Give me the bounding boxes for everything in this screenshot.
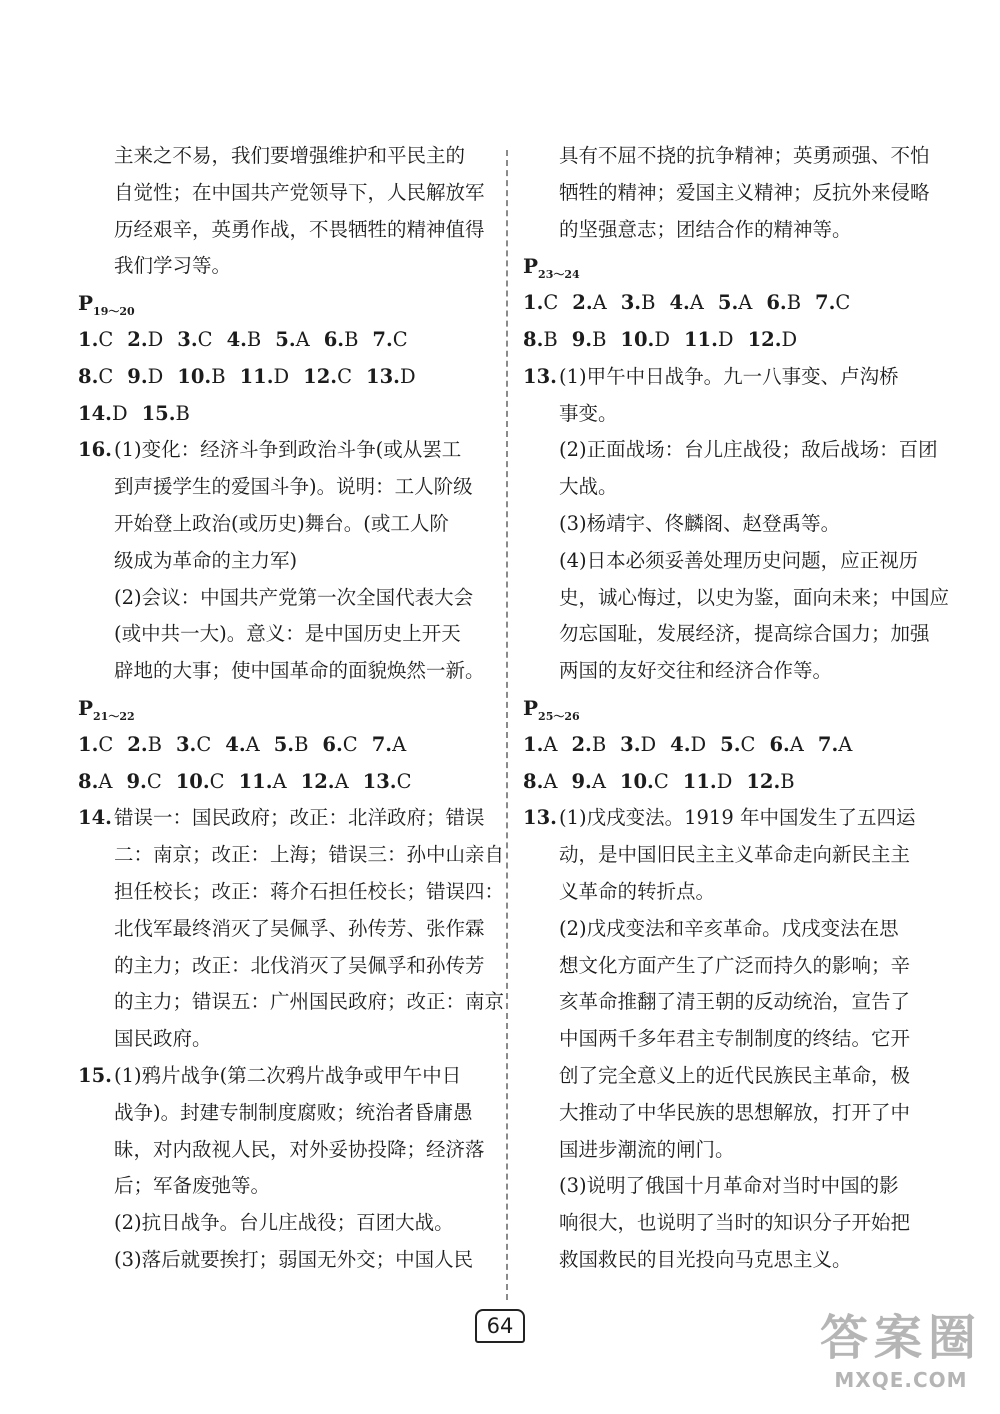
text-line: 战争)。封建专制制度腐败；统治者昏庸愚	[114, 1100, 473, 1124]
mc-answers-row: 1.C 2.B 3.C 4.A 5.B 6.C 7.A	[78, 732, 407, 756]
question-number: 14.	[78, 806, 112, 830]
text-line: 历经艰辛，英勇作战，不畏牺牲的精神值得	[114, 217, 485, 241]
text-line: 自觉性；在中国共产党领导下，人民解放军	[114, 180, 485, 204]
text-line: 的坚强意志；团结合作的精神等。	[559, 217, 852, 241]
text-line: (3)落后就要挨打；弱国无外交；中国人民	[114, 1247, 474, 1271]
text-line: 辟地的大事；使中国革命的面貌焕然一新。	[114, 659, 485, 683]
text-line: 救国救民的目光投向马克思主义。	[559, 1247, 852, 1271]
text-line: 义革命的转折点。	[559, 879, 716, 903]
text-line: 我们学习等。	[114, 254, 232, 278]
text-line: 响很大，也说明了当时的知识分子开始把	[559, 1211, 911, 1235]
text-line: 国进步潮流的闸门。	[559, 1137, 735, 1161]
text-line: (2)戊戌变法和辛亥革命。戊戌变法在思	[559, 916, 899, 940]
text-line: 错误一：国民政府；改正：北洋政府；错误	[114, 806, 485, 830]
question-13-a	[523, 359, 968, 690]
text-line: 中国两千多年君主专制制度的终结。它开	[559, 1027, 911, 1051]
text-line: 主来之不易，我们要增强维护和平民主的	[114, 144, 466, 167]
mc-answers-row: 8.B 9.B 10.D 11.D 12.D	[523, 327, 798, 351]
question-number: 15.	[78, 1063, 112, 1087]
page-number: 64	[475, 1307, 525, 1345]
text-line: 事变。	[559, 401, 618, 425]
text-line: 国民政府。	[114, 1027, 212, 1051]
left-column	[78, 138, 523, 1279]
text-line: (1)鸦片战争(第二次鸦片战争或甲午中日	[114, 1063, 462, 1087]
text-line: (1)戊戌变法。1919 年中国发生了五四运	[559, 806, 916, 830]
text-line: (4)日本必须妥善处理历史问题，应正视历	[559, 548, 919, 572]
mc-answers-row: 14.D 15.B	[78, 401, 190, 425]
section-heading: $P_{23\sim 24}$	[523, 254, 580, 282]
watermark-logo: 答案圈 MXQE.COM	[819, 1310, 982, 1392]
question-14	[78, 800, 523, 1058]
text-line: 史，诚心悔过，以史为鉴，面向未来；中国应	[559, 585, 950, 609]
section-heading: $P_{19\sim 20}$	[78, 291, 135, 319]
text-line: 到声援学生的爱国斗争)。说明：工人阶级	[114, 475, 473, 499]
mc-answers-row: 1.A 2.B 3.D 4.D 5.C 6.A 7.A	[523, 732, 853, 756]
section-heading: $P_{21\sim 22}$	[78, 695, 135, 723]
text-line: 亥革命推翻了清王朝的反动统治，宣告了	[559, 990, 911, 1014]
text-line: 具有不屈不挠的抗争精神；英勇顽强、不怕	[559, 144, 930, 167]
question-number: 13.	[523, 806, 557, 830]
text-line: 北伐军最终消灭了吴佩孚、孙传芳、张作霖	[114, 916, 485, 940]
text-line: (2)抗日战争。台儿庄战役；百团大战。	[114, 1211, 454, 1235]
text-line: 动，是中国旧民主主义革命走向新民主主	[559, 843, 911, 867]
text-line: 大战。	[559, 475, 618, 499]
question-16	[78, 432, 523, 690]
text-line: (3)杨靖宇、佟麟阁、赵登禹等。	[559, 511, 841, 535]
text-line: 二：南京；改正：上海；错误三：孙中山亲自	[114, 843, 505, 867]
text-line: 后；军备废弛等。	[114, 1174, 271, 1198]
text-line: 大推动了中华民族的思想解放，打开了中	[559, 1100, 911, 1124]
text-line: 担任校长；改正：蒋介石担任校长；错误四：	[114, 879, 505, 903]
text-line: (3)说明了俄国十月革命对当时中国的影	[559, 1174, 899, 1198]
question-number: 13.	[523, 364, 557, 388]
text-line: 昧，对内敌视人民，对外妥协投降；经济落	[114, 1137, 485, 1161]
text-line: (2)正面战场：台儿庄战役；敌后战场：百团	[559, 438, 938, 462]
text-line: (1)变化：经济斗争到政治斗争(或从罢工	[114, 438, 462, 462]
text-line: 想文化方面产生了广泛而持久的影响；辛	[559, 953, 911, 977]
mc-answers-row: 8.C 9.D 10.B 11.D 12.C 13.D	[78, 364, 416, 388]
mc-answers-row: 8.A 9.C 10.C 11.A 12.A 13.C	[78, 769, 412, 793]
mc-answers-row: 1.C 2.D 3.C 4.B 5.A 6.B 7.C	[78, 327, 408, 351]
text-line: 两国的友好交往和经济合作等。	[559, 659, 833, 683]
text-line: (1)甲午中日战争。九一八事变、卢沟桥	[559, 364, 899, 388]
text-line: 创了完全意义上的近代民族民主革命，极	[559, 1063, 911, 1087]
text-line: (或中共一大)。意义：是中国历史上开天	[114, 622, 461, 646]
text-line: 的主力；改正：北伐消灭了吴佩孚和孙传芳	[114, 953, 485, 977]
answer-continuation	[523, 138, 968, 248]
text-line: 牺牲的精神；爱国主义精神；反抗外来侵略	[559, 180, 930, 204]
right-column	[523, 138, 968, 1279]
text-line: 开始登上政治(或历史)舞台。(或工人阶	[114, 511, 449, 535]
question-15	[78, 1058, 523, 1279]
text-line: 的主力；错误五：广州国民政府；改正：南京	[114, 990, 505, 1014]
question-13-b	[523, 800, 968, 1278]
text-line: 级成为革命的主力军)	[114, 548, 298, 572]
section-heading: $P_{25\sim 26}$	[523, 695, 580, 723]
text-line: 勿忘国耻，发展经济，提高综合国力；加强	[559, 622, 930, 646]
mc-answers-row: 1.C 2.A 3.B 4.A 5.A 6.B 7.C	[523, 291, 851, 315]
question-number: 16.	[78, 438, 112, 462]
answer-continuation	[78, 138, 523, 285]
mc-answers-row: 8.A 9.A 10.C 11.D 12.B	[523, 769, 795, 793]
text-line: (2)会议：中国共产党第一次全国代表大会	[114, 585, 474, 609]
